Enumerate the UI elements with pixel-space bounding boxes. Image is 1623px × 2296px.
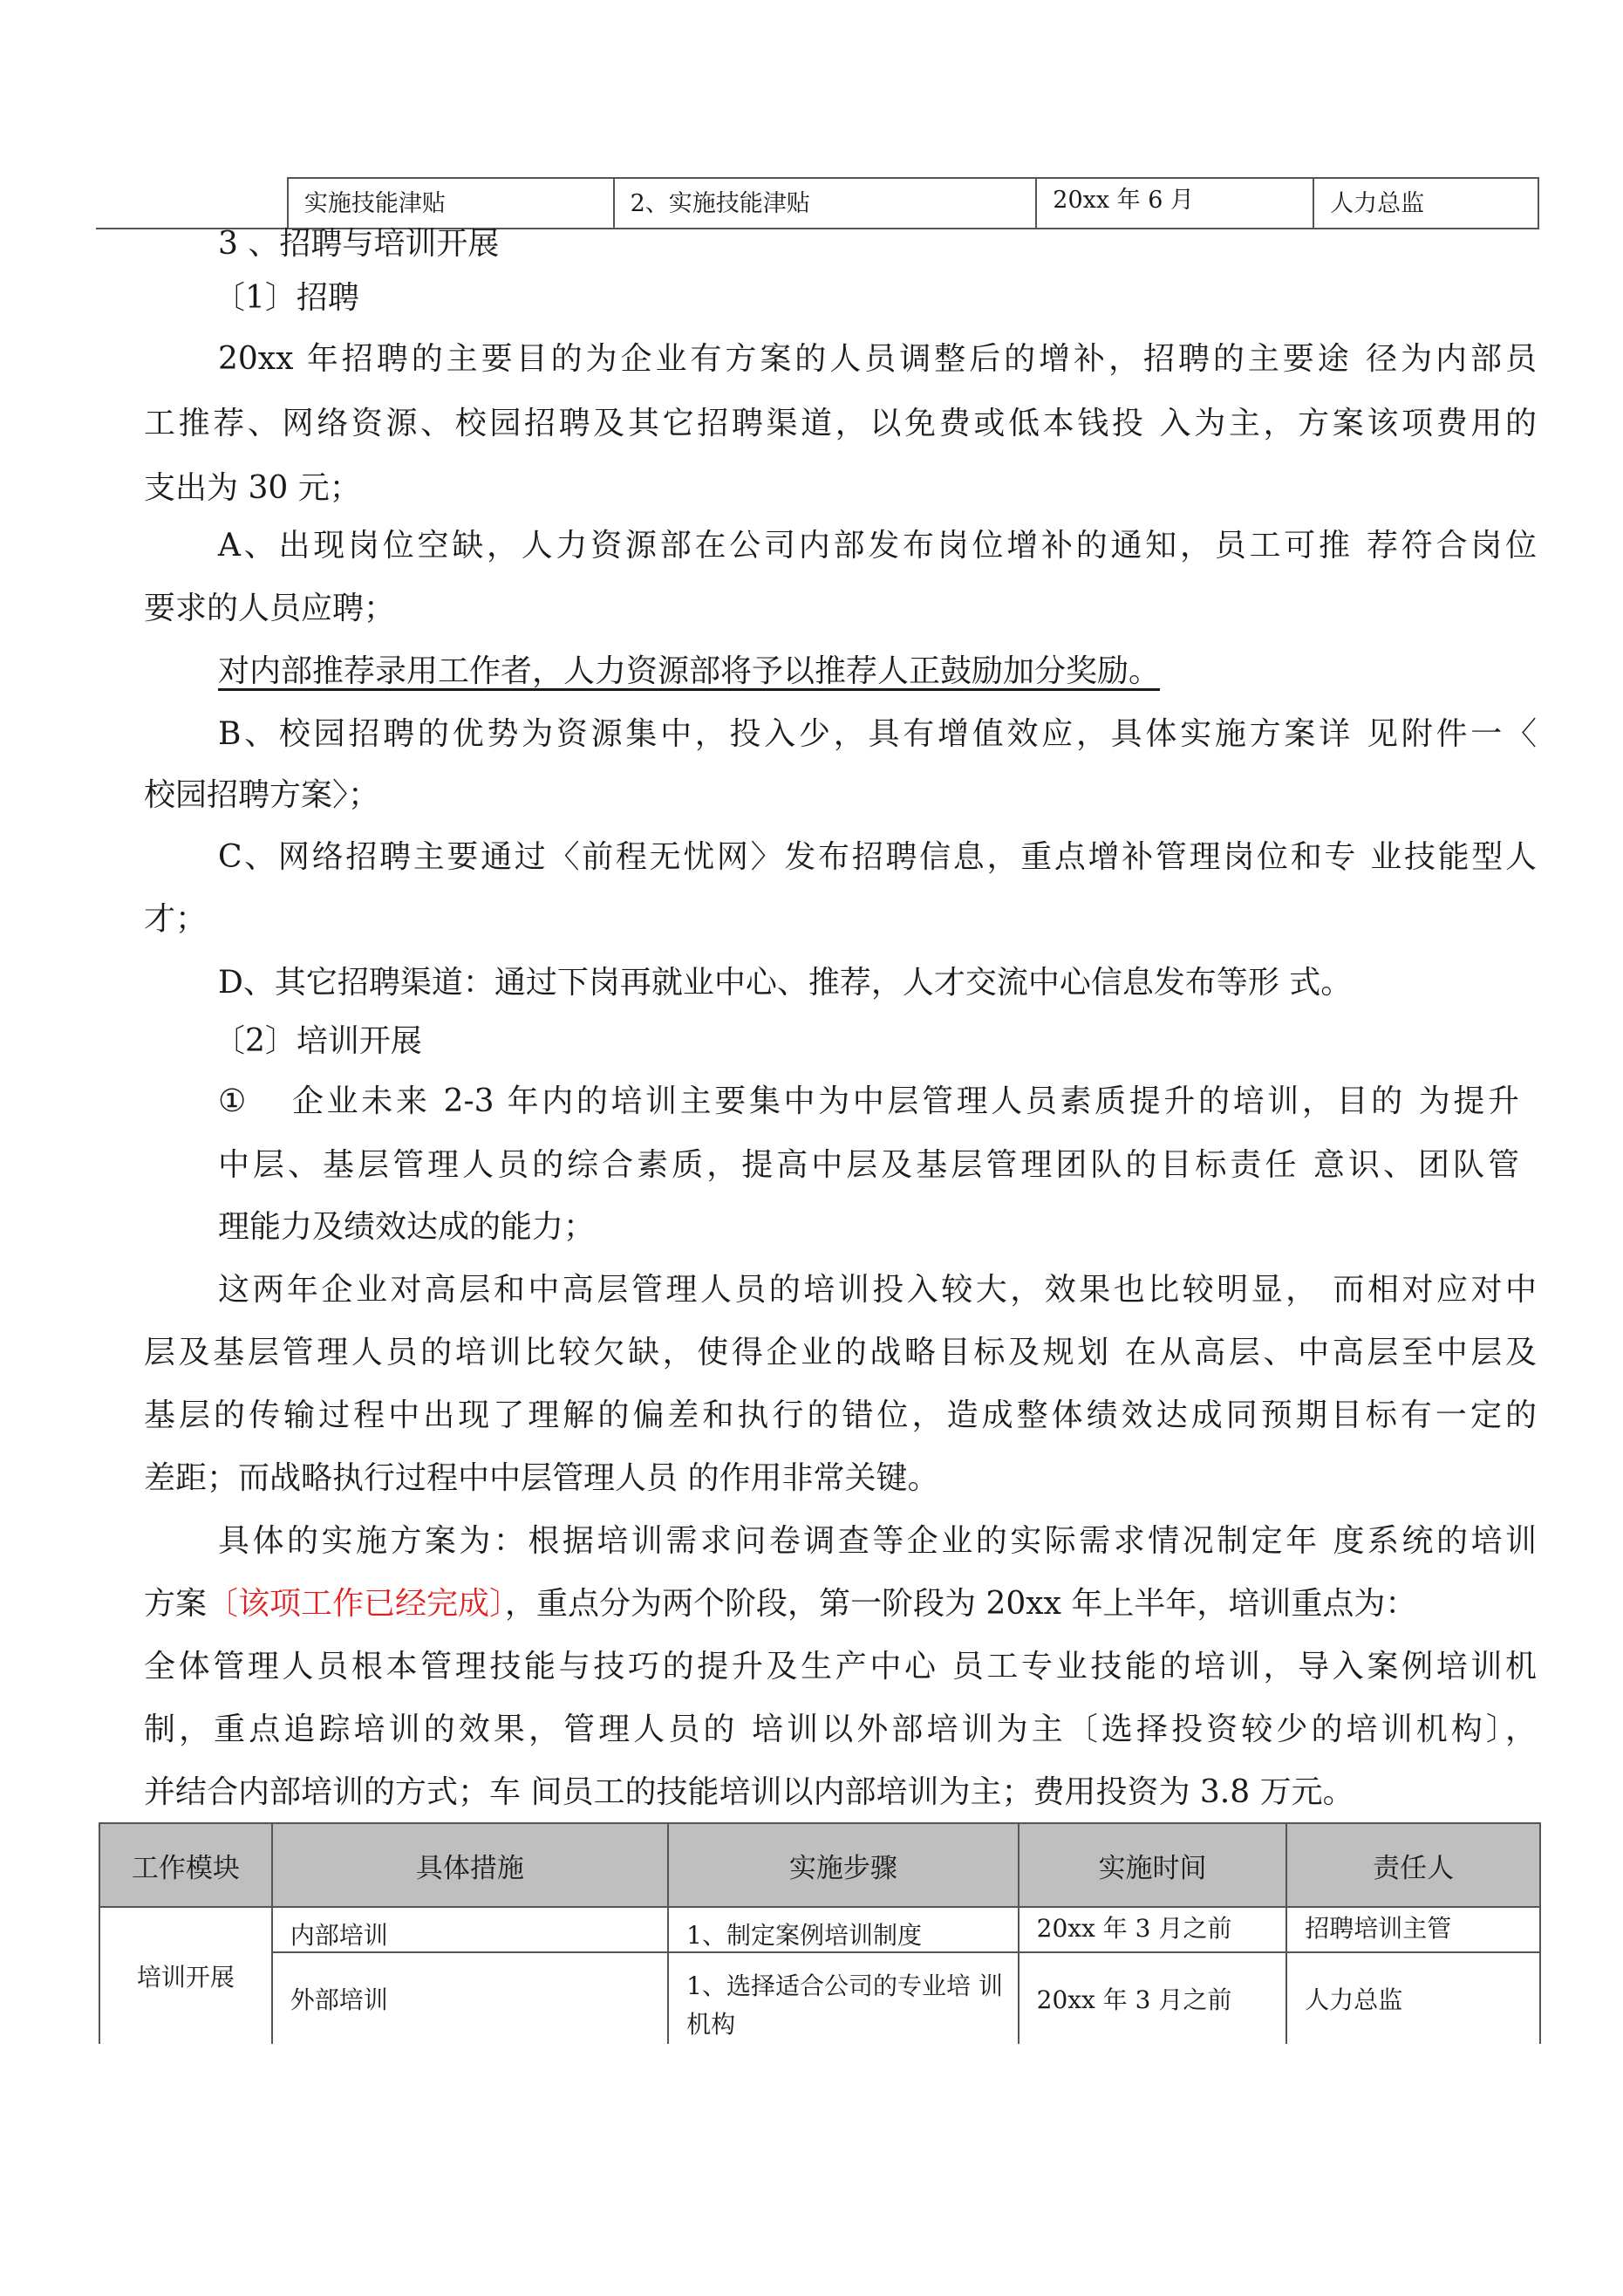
column-header: 实施时间 <box>1019 1823 1287 1907</box>
paragraph-line: B、校园招聘的优势为资源集中，投入少，具有增值效应，具体实施方案详 见附件一〈 <box>218 716 1537 752</box>
subsection-recruitment: 〔1〕招聘 <box>214 280 359 316</box>
list-item-line: 中层、基层管理人员的综合素质，提高中层及基层管理团队的目标责任 意识、团队管 <box>218 1147 1519 1183</box>
paragraph-line: C、网络招聘主要通过〈前程无忧网〉发布招聘信息，重点增补管理岗位和专 业技能型人 <box>218 839 1537 875</box>
paragraph-line: 具体的实施方案为：根据培训需求问卷调查等企业的实际需求情况制定年 度系统的培训 <box>218 1523 1537 1559</box>
underlined-note: 对内部推荐录用工作者，人力资源部将予以推荐人正鼓励加分奖励。 <box>218 653 1161 689</box>
column-header: 具体措施 <box>272 1823 668 1907</box>
time-cell: 20xx 年 3 月之前 <box>1019 1952 1287 2044</box>
owner-cell: 人力总监 <box>1313 178 1538 229</box>
module-cell: 培训开展 <box>99 1907 272 2044</box>
owner-cell: 人力总监 <box>1286 1952 1540 2044</box>
paragraph-line: 才； <box>144 901 208 937</box>
paragraph-line: 这两年企业对高层和中高层管理人员的培训投入较大，效果也比较明显， 而相对应对中 <box>218 1272 1537 1308</box>
paragraph-line: 支出为 30 元； <box>144 470 361 506</box>
completed-note-red: 〔该项工作已经完成〕 <box>207 1586 506 1622</box>
table-header-row <box>99 1823 1540 1907</box>
measure-cell: 内部培训 <box>272 1907 668 1952</box>
owner-cell: 招聘培训主管 <box>1286 1907 1540 1952</box>
paragraph-line: 层及基层管理人员的培训比较欠缺，使得企业的战略目标及规划 在从高层、中高层至中层及 <box>144 1335 1537 1370</box>
list-item-line: 理能力及绩效达成的能力； <box>218 1209 596 1245</box>
paragraph-line: D、其它招聘渠道：通过下岗再就业中心、推荐，人才交流中心信息发布等形 式。 <box>218 965 1353 1001</box>
paragraph-line: 全体管理人员根本管理技能与技巧的提升及生产中心 员工专业技能的培训，导入案例培训机 <box>144 1649 1537 1684</box>
measure-cell: 实施技能津贴 <box>288 178 614 229</box>
paragraph-line: 20xx 年招聘的主要目的为企业有方案的人员调整后的增补，招聘的主要途 径为内部员 <box>218 341 1537 377</box>
paragraph-line: A、出现岗位空缺，人力资源部在公司内部发布岗位增补的通知，员工可推 荐符合岗位 <box>218 528 1537 564</box>
section-heading: 3 、招聘与培训开展 <box>218 226 500 262</box>
list-item-line: 企业未来 2-3 年内的培训主要集中为中层管理人员素质提升的培训，目的 为提升 <box>292 1083 1519 1119</box>
step-cell: 2、实施技能津贴 <box>614 178 1037 229</box>
step-cell: 1、选择适合公司的专业培 训机构 <box>668 1952 1019 2044</box>
paragraph-line: 校园招聘方案〉； <box>144 777 380 813</box>
subsection-training: 〔2〕培训开展 <box>214 1023 422 1059</box>
training-plan-table <box>99 1822 1541 2044</box>
text-run: ，重点分为两个阶段，第一阶段为 20xx 年上半年，培训重点为： <box>505 1586 1417 1622</box>
list-marker: ① <box>218 1083 247 1119</box>
column-header: 工作模块 <box>99 1823 272 1907</box>
text-run: 方案 <box>144 1586 208 1622</box>
time-cell: 20xx 年 3 月之前 <box>1019 1907 1287 1952</box>
table-row <box>99 1907 1540 1952</box>
paragraph-line: 基层的传输过程中出现了理解的偏差和执行的错位，造成整体绩效达成同预期目标有一定的 <box>144 1397 1537 1433</box>
table-row <box>99 1952 1540 2044</box>
paragraph-line: 工推荐、网络资源、校园招聘及其它招聘渠道，以免费或低本钱投 入为主，方案该项费用的 <box>144 406 1537 441</box>
measure-cell: 外部培训 <box>272 1952 668 2044</box>
column-header: 责任人 <box>1286 1823 1540 1907</box>
column-header: 实施步骤 <box>668 1823 1019 1907</box>
paragraph-line: 要求的人员应聘； <box>144 591 396 626</box>
time-cell: 20xx 年 6 月 <box>1036 178 1313 229</box>
paragraph-line: 差距；而战略执行过程中中层管理人员 的作用非常关键。 <box>144 1460 939 1496</box>
paragraph-line: 并结合内部培训的方式；车 间员工的技能培训以内部培训为主；费用投资为 3.8 万元。 <box>144 1774 1354 1810</box>
step-cell: 1、制定案例培训制度 <box>668 1907 1019 1952</box>
paragraph-line <box>144 1582 1416 1627</box>
paragraph-line: 制，重点追踪培训的效果，管理人员的 培训以外部培训为主〔选择投资较少的培训机构〕， <box>144 1712 1537 1747</box>
